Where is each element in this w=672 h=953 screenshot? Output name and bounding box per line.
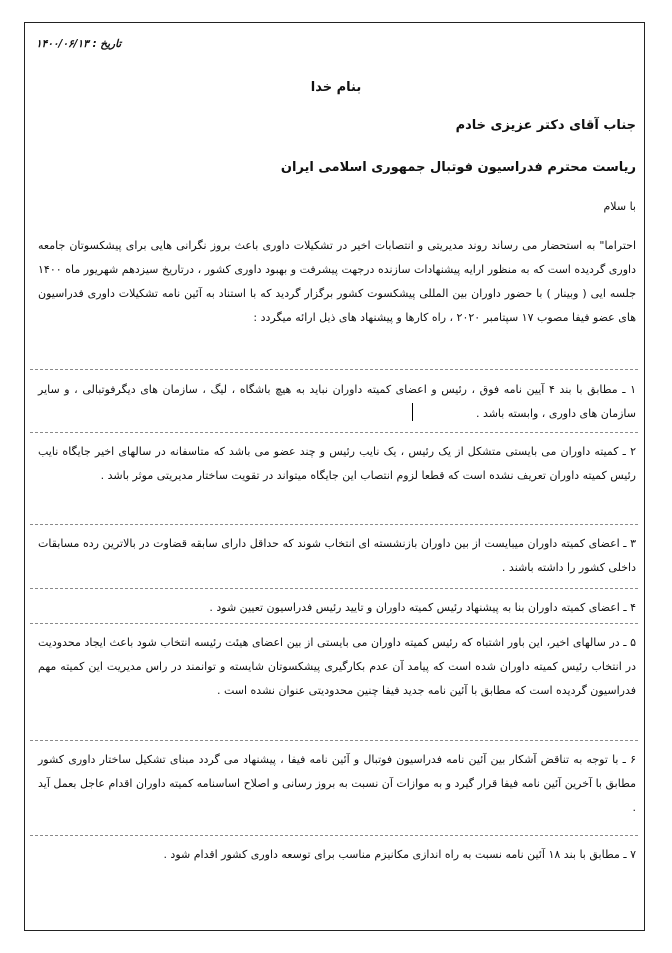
intro-paragraph: احتراما" به استحضار می رساند روند مدیریتی و انتصابات اخیر در تشکیلات داوری باعث بروز نگرانی هایی برای پیشکسوتان جامعه داوری گردیده است که به منظور ارایه پیشنهادات سازنده درجهت پیشرفت و بهبود داوری کشور ، درتاریخ سیزدهم شهریور ماه ۱۴۰۰ جلسه ایی ( وبینار ) با حضور داوران بین المللی پیشکسوت کشور برگزار گردید که با استناد به آئین نامه تشکیلات داوری فدراسیون های عضو فیفا مصوب ۱۷ سپتامبر ۲۰۲۰ ، راه کارها و پیشنهاد های ذیل ارائه میگردد : <box>38 239 636 324</box>
separator <box>30 835 638 836</box>
bismillah-heading: بنام خدا <box>310 80 362 95</box>
greeting: با سلام <box>603 200 636 213</box>
item-4: ۴ ـ اعضای کمیته داوران بنا به پیشنهاد رئیس کمیته داوران و تایید رئیس فدراسیون تعیین شود . <box>209 601 636 614</box>
item-5: ۵ ـ در سالهای اخیر، این باور اشتباه که رئیس کمیته داوران می بایستی از بین اعضای هیئت رئیسه انتخاب شود باعث ایجاد محدودیت در انتخاب رئیس کمیته داوران شده است که پیامد آن عدم بکارگیری پیشکسوتان شایسته و توانمند در راس مدیریت این کمیته مهم فدراسیون گردیده است که مطابق با آئین نامه جدید فیفا چنین محدودیتی عنوان نشده است . <box>38 636 636 697</box>
text-cursor <box>412 403 413 421</box>
separator <box>30 623 638 624</box>
item-1: ۱ ـ مطابق با بند ۴ آیین نامه فوق ، رئیس و اعضای کمیته داوران نباید به هیچ باشگاه ، لیگ ، سازمان های دیگرفوتبالی ، و سایر سازمان های داوری ، وابسته باشد . <box>38 383 637 420</box>
recipient-name: جناب آقای دکتر عزیزی خادم <box>455 118 636 133</box>
recipient-title: ریاست محترم فدراسیون فوتبال جمهوری اسلامی ایران <box>280 160 636 175</box>
item-2: ۲ ـ کمیته داوران می بایستی متشکل از یک رئیس ، یک نایب رئیس و چند عضو می باشد که متاسفانه در سالهای اخیر جایگاه نایب رئیس کمیته داوران تعریف نشده است که قطعا لزوم انتصاب این جایگاه میتواند در تقویت ساختار مدیریتی موثر باشد . <box>38 445 636 482</box>
separator <box>30 588 638 589</box>
separator <box>30 369 638 370</box>
item-6: ۶ ـ با توجه به تناقض آشکار بین آئین نامه فدراسیون فوتبال و آئین نامه فیفا ، پیشنهاد می گردد مبنای تشکیل ساختار داوری کشور مطابق با آخرین آئین نامه فیفا قرار گیرد و به موازات آن نسبت به بروز رسانی و اصلاح اساسنامه کمیته داوران اقدام عاجل بعمل آید . <box>38 753 636 814</box>
separator <box>30 524 638 525</box>
letter-date: تاریخ : ۱۴۰۰/۰۶/۱۳ <box>36 38 122 50</box>
separator <box>30 432 638 433</box>
separator <box>30 740 638 741</box>
item-7: ۷ ـ مطابق با بند ۱۸ آئین نامه نسبت به راه اندازی مکانیزم مناسب برای توسعه داوری کشور اقدام شود . <box>163 848 636 861</box>
item-3: ۳ ـ اعضای کمیته داوران میبایست از بین داوران بازنشسته ای انتخاب شوند که حداقل دارای سابقه قضاوت در بالاترین رده مسابقات داخلی کشور را داشته باشند . <box>38 537 636 574</box>
